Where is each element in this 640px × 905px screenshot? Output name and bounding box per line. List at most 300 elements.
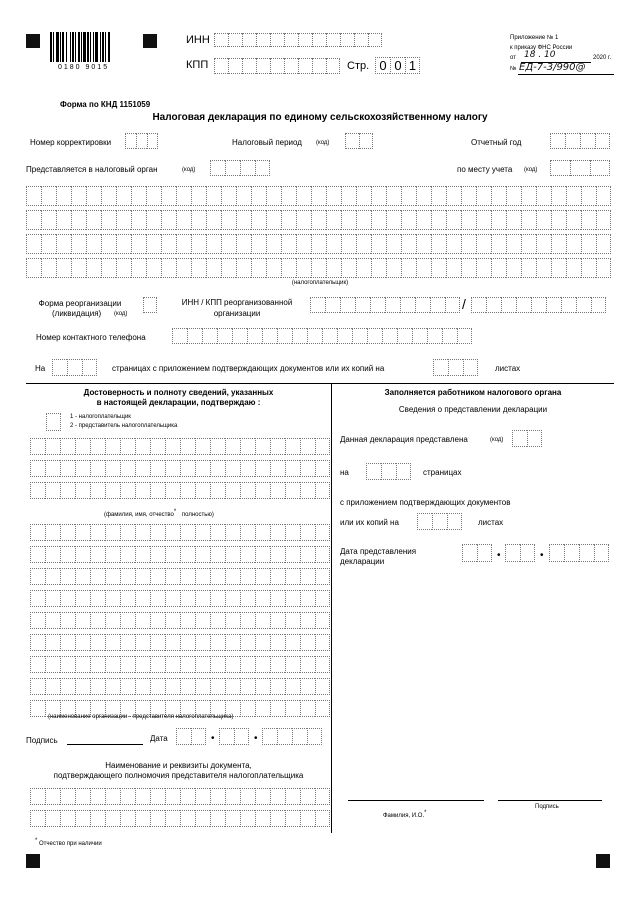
input-cell[interactable] xyxy=(311,186,326,206)
input-cell[interactable] xyxy=(298,58,312,74)
input-cell[interactable] xyxy=(300,590,315,607)
input-cell[interactable] xyxy=(116,258,131,278)
input-cell[interactable] xyxy=(463,359,478,376)
input-cell[interactable] xyxy=(581,186,596,206)
input-cell[interactable] xyxy=(180,788,195,805)
input-cell[interactable] xyxy=(431,234,446,254)
input-cell[interactable] xyxy=(255,678,270,695)
input-cell[interactable] xyxy=(165,460,180,477)
input-cell[interactable] xyxy=(60,634,75,651)
submission-day-field[interactable] xyxy=(462,544,492,562)
input-cell[interactable] xyxy=(315,810,330,827)
input-cell[interactable] xyxy=(135,438,150,455)
input-cell[interactable] xyxy=(381,463,396,480)
input-cell[interactable] xyxy=(576,297,591,313)
input-cell[interactable] xyxy=(210,634,225,651)
input-cell[interactable] xyxy=(416,258,431,278)
input-cell[interactable] xyxy=(298,33,312,47)
input-cell[interactable] xyxy=(400,297,415,313)
input-cell[interactable] xyxy=(135,460,150,477)
input-cell[interactable] xyxy=(195,460,210,477)
org-row[interactable] xyxy=(30,590,330,607)
input-cell[interactable] xyxy=(550,160,570,176)
input-cell[interactable] xyxy=(506,186,521,206)
input-cell[interactable] xyxy=(356,234,371,254)
input-cell[interactable] xyxy=(345,133,359,149)
input-cell[interactable] xyxy=(315,634,330,651)
input-cell[interactable] xyxy=(285,656,300,673)
input-cell[interactable] xyxy=(326,258,341,278)
input-cell[interactable] xyxy=(300,634,315,651)
input-cell[interactable] xyxy=(285,568,300,585)
input-cell[interactable] xyxy=(266,210,281,230)
input-cell[interactable] xyxy=(56,234,71,254)
input-cell[interactable] xyxy=(300,810,315,827)
input-cell[interactable] xyxy=(236,234,251,254)
input-cell[interactable] xyxy=(341,258,356,278)
input-cell[interactable] xyxy=(300,612,315,629)
input-cell[interactable] xyxy=(105,656,120,673)
input-cell[interactable] xyxy=(41,186,56,206)
input-cell[interactable] xyxy=(340,297,355,313)
input-cell[interactable] xyxy=(136,133,147,149)
input-cell[interactable] xyxy=(326,33,340,47)
input-cell[interactable] xyxy=(105,546,120,563)
input-cell[interactable] xyxy=(195,590,210,607)
input-cell[interactable] xyxy=(242,33,256,47)
input-cell[interactable] xyxy=(310,297,325,313)
input-cell[interactable] xyxy=(90,634,105,651)
input-cell[interactable] xyxy=(75,590,90,607)
input-cell[interactable] xyxy=(506,258,521,278)
input-cell[interactable] xyxy=(60,590,75,607)
input-cell[interactable] xyxy=(521,186,536,206)
input-cell[interactable] xyxy=(251,210,266,230)
input-cell[interactable] xyxy=(176,234,191,254)
input-cell[interactable] xyxy=(75,524,90,541)
input-cell[interactable] xyxy=(221,186,236,206)
input-cell[interactable] xyxy=(135,788,150,805)
input-cell[interactable] xyxy=(595,133,610,149)
input-cell[interactable] xyxy=(60,568,75,585)
input-cell[interactable] xyxy=(270,524,285,541)
input-cell[interactable] xyxy=(191,728,206,745)
input-cell[interactable] xyxy=(120,634,135,651)
taxpayer-row[interactable] xyxy=(26,186,611,206)
input-cell[interactable] xyxy=(90,656,105,673)
input-cell[interactable] xyxy=(300,524,315,541)
input-cell[interactable] xyxy=(195,612,210,629)
input-cell[interactable] xyxy=(30,460,45,477)
input-cell[interactable] xyxy=(240,524,255,541)
input-cell[interactable] xyxy=(281,234,296,254)
input-cell[interactable] xyxy=(30,546,45,563)
input-cell[interactable] xyxy=(285,482,300,499)
input-cell[interactable] xyxy=(165,590,180,607)
input-cell[interactable] xyxy=(536,210,551,230)
input-cell[interactable] xyxy=(180,656,195,673)
input-cell[interactable] xyxy=(146,234,161,254)
input-cell[interactable] xyxy=(270,788,285,805)
input-cell[interactable] xyxy=(270,568,285,585)
input-cell[interactable] xyxy=(315,482,330,499)
taxpayer-row[interactable] xyxy=(26,210,611,230)
org-row[interactable] xyxy=(30,568,330,585)
input-cell[interactable] xyxy=(447,513,462,530)
input-cell[interactable] xyxy=(561,297,576,313)
input-cell[interactable] xyxy=(221,258,236,278)
input-cell[interactable] xyxy=(551,210,566,230)
input-cell[interactable] xyxy=(150,788,165,805)
input-cell[interactable] xyxy=(228,58,242,74)
input-cell[interactable] xyxy=(270,590,285,607)
date-year-field[interactable] xyxy=(262,728,322,745)
input-cell[interactable] xyxy=(135,678,150,695)
input-cell[interactable] xyxy=(150,612,165,629)
input-cell[interactable] xyxy=(371,210,386,230)
input-cell[interactable] xyxy=(476,186,491,206)
input-cell[interactable] xyxy=(262,328,277,344)
input-cell[interactable] xyxy=(60,460,75,477)
input-cell[interactable] xyxy=(416,186,431,206)
input-cell[interactable] xyxy=(521,210,536,230)
input-cell[interactable] xyxy=(225,568,240,585)
input-cell[interactable] xyxy=(67,359,82,376)
kpp-field[interactable] xyxy=(214,58,340,74)
correction-field[interactable] xyxy=(125,133,158,149)
input-cell[interactable] xyxy=(520,544,535,562)
input-cell[interactable] xyxy=(491,186,506,206)
input-cell[interactable] xyxy=(300,788,315,805)
input-cell[interactable] xyxy=(210,460,225,477)
input-cell[interactable] xyxy=(120,788,135,805)
input-cell[interactable] xyxy=(359,133,373,149)
input-cell[interactable] xyxy=(135,568,150,585)
input-cell[interactable] xyxy=(191,258,206,278)
input-cell[interactable] xyxy=(146,186,161,206)
input-cell[interactable] xyxy=(401,234,416,254)
input-cell[interactable] xyxy=(120,568,135,585)
input-cell[interactable] xyxy=(396,463,411,480)
input-cell[interactable] xyxy=(86,186,101,206)
reorg-kpp-field[interactable] xyxy=(471,297,606,313)
input-cell[interactable] xyxy=(90,590,105,607)
date-day-field[interactable] xyxy=(176,728,206,745)
input-cell[interactable] xyxy=(232,328,247,344)
input-cell[interactable] xyxy=(71,186,86,206)
input-cell[interactable] xyxy=(176,210,191,230)
input-cell[interactable] xyxy=(56,258,71,278)
employee-fio-line[interactable] xyxy=(348,800,484,801)
input-cell[interactable] xyxy=(225,590,240,607)
input-cell[interactable] xyxy=(90,524,105,541)
input-cell[interactable] xyxy=(195,438,210,455)
input-cell[interactable] xyxy=(90,438,105,455)
input-cell[interactable] xyxy=(150,656,165,673)
input-cell[interactable] xyxy=(551,234,566,254)
input-cell[interactable] xyxy=(427,328,442,344)
org-row[interactable] xyxy=(30,656,330,673)
input-cell[interactable] xyxy=(206,186,221,206)
input-cell[interactable] xyxy=(255,612,270,629)
input-cell[interactable] xyxy=(195,810,210,827)
input-cell[interactable] xyxy=(315,656,330,673)
input-cell[interactable] xyxy=(150,678,165,695)
input-cell[interactable] xyxy=(210,612,225,629)
input-cell[interactable] xyxy=(45,460,60,477)
input-cell[interactable] xyxy=(187,328,202,344)
input-cell[interactable] xyxy=(225,612,240,629)
input-cell[interactable] xyxy=(45,438,60,455)
input-cell[interactable] xyxy=(266,258,281,278)
input-cell[interactable] xyxy=(505,544,520,562)
input-cell[interactable] xyxy=(476,258,491,278)
input-cell[interactable] xyxy=(549,544,564,562)
input-cell[interactable] xyxy=(446,258,461,278)
input-cell[interactable] xyxy=(105,524,120,541)
input-cell[interactable] xyxy=(270,482,285,499)
input-cell[interactable] xyxy=(445,297,460,313)
input-cell[interactable] xyxy=(135,524,150,541)
input-cell[interactable] xyxy=(105,788,120,805)
input-cell[interactable] xyxy=(457,328,472,344)
input-cell[interactable] xyxy=(315,546,330,563)
input-cell[interactable] xyxy=(277,328,292,344)
input-cell[interactable] xyxy=(150,568,165,585)
input-cell[interactable] xyxy=(165,568,180,585)
organ-field[interactable] xyxy=(210,160,270,176)
input-cell[interactable] xyxy=(401,258,416,278)
input-cell[interactable] xyxy=(161,210,176,230)
input-cell[interactable] xyxy=(165,438,180,455)
input-cell[interactable] xyxy=(86,210,101,230)
input-cell[interactable] xyxy=(430,297,445,313)
taxpayer-row[interactable] xyxy=(26,258,611,278)
input-cell[interactable] xyxy=(180,524,195,541)
input-cell[interactable] xyxy=(176,258,191,278)
input-cell[interactable] xyxy=(150,546,165,563)
input-cell[interactable] xyxy=(45,612,60,629)
input-cell[interactable] xyxy=(116,210,131,230)
input-cell[interactable] xyxy=(120,656,135,673)
input-cell[interactable] xyxy=(236,210,251,230)
input-cell[interactable] xyxy=(240,656,255,673)
input-cell[interactable] xyxy=(135,482,150,499)
input-cell[interactable] xyxy=(385,297,400,313)
input-cell[interactable] xyxy=(579,544,594,562)
input-cell[interactable] xyxy=(446,186,461,206)
input-cell[interactable] xyxy=(210,568,225,585)
input-cell[interactable] xyxy=(546,297,561,313)
input-cell[interactable] xyxy=(300,678,315,695)
input-cell[interactable] xyxy=(30,482,45,499)
input-cell[interactable] xyxy=(255,524,270,541)
input-cell[interactable] xyxy=(386,186,401,206)
input-cell[interactable] xyxy=(417,513,432,530)
input-cell[interactable] xyxy=(570,160,590,176)
input-cell[interactable] xyxy=(270,612,285,629)
input-cell[interactable] xyxy=(210,590,225,607)
input-cell[interactable] xyxy=(195,678,210,695)
input-cell[interactable] xyxy=(120,590,135,607)
input-cell[interactable] xyxy=(120,438,135,455)
phone-field[interactable] xyxy=(172,328,472,344)
input-cell[interactable] xyxy=(550,133,565,149)
signer-type-field[interactable] xyxy=(46,413,61,431)
input-cell[interactable] xyxy=(356,186,371,206)
input-cell[interactable] xyxy=(527,430,542,447)
input-cell[interactable] xyxy=(471,297,486,313)
input-cell[interactable] xyxy=(30,612,45,629)
input-cell[interactable] xyxy=(225,634,240,651)
input-cell[interactable] xyxy=(75,546,90,563)
input-cell[interactable] xyxy=(285,590,300,607)
input-cell[interactable] xyxy=(240,460,255,477)
input-cell[interactable] xyxy=(71,258,86,278)
input-cell[interactable] xyxy=(415,297,430,313)
input-cell[interactable] xyxy=(262,728,277,745)
input-cell[interactable] xyxy=(75,678,90,695)
input-cell[interactable] xyxy=(180,810,195,827)
input-cell[interactable] xyxy=(210,656,225,673)
input-cell[interactable] xyxy=(191,186,206,206)
input-cell[interactable] xyxy=(236,258,251,278)
input-cell[interactable] xyxy=(30,634,45,651)
input-cell[interactable] xyxy=(101,210,116,230)
input-cell[interactable] xyxy=(105,438,120,455)
input-cell[interactable] xyxy=(180,482,195,499)
org-row[interactable] xyxy=(30,524,330,541)
input-cell[interactable] xyxy=(101,234,116,254)
input-cell[interactable] xyxy=(285,788,300,805)
input-cell[interactable] xyxy=(251,258,266,278)
input-cell[interactable] xyxy=(240,788,255,805)
input-cell[interactable] xyxy=(255,788,270,805)
input-cell[interactable] xyxy=(397,328,412,344)
input-cell[interactable] xyxy=(45,590,60,607)
input-cell[interactable] xyxy=(225,482,240,499)
input-cell[interactable] xyxy=(30,678,45,695)
input-cell[interactable] xyxy=(356,210,371,230)
input-cell[interactable] xyxy=(401,186,416,206)
input-cell[interactable] xyxy=(352,328,367,344)
input-cell[interactable] xyxy=(41,234,56,254)
input-cell[interactable] xyxy=(60,546,75,563)
input-cell[interactable] xyxy=(45,678,60,695)
input-cell[interactable] xyxy=(60,612,75,629)
input-cell[interactable] xyxy=(270,700,285,717)
input-cell[interactable] xyxy=(41,258,56,278)
submission-month-field[interactable] xyxy=(505,544,535,562)
input-cell[interactable] xyxy=(60,678,75,695)
org-row[interactable] xyxy=(30,546,330,563)
input-cell[interactable] xyxy=(131,234,146,254)
input-cell[interactable] xyxy=(228,33,242,47)
input-cell[interactable] xyxy=(135,810,150,827)
input-cell[interactable] xyxy=(210,546,225,563)
input-cell[interactable] xyxy=(431,210,446,230)
input-cell[interactable] xyxy=(206,210,221,230)
input-cell[interactable] xyxy=(105,634,120,651)
input-cell[interactable] xyxy=(590,160,610,176)
input-cell[interactable] xyxy=(580,133,595,149)
input-cell[interactable] xyxy=(90,678,105,695)
input-cell[interactable] xyxy=(120,524,135,541)
input-cell[interactable] xyxy=(461,186,476,206)
input-cell[interactable] xyxy=(476,210,491,230)
input-cell[interactable] xyxy=(116,234,131,254)
sheets-field[interactable] xyxy=(433,359,478,376)
input-cell[interactable] xyxy=(30,590,45,607)
input-cell[interactable] xyxy=(371,186,386,206)
org-row[interactable] xyxy=(30,634,330,651)
input-cell[interactable] xyxy=(386,258,401,278)
input-cell[interactable] xyxy=(45,788,60,805)
input-cell[interactable] xyxy=(26,210,41,230)
input-cell[interactable] xyxy=(596,210,611,230)
input-cell[interactable] xyxy=(26,258,41,278)
input-cell[interactable] xyxy=(581,258,596,278)
input-cell[interactable] xyxy=(285,810,300,827)
input-cell[interactable] xyxy=(431,258,446,278)
input-cell[interactable] xyxy=(461,210,476,230)
input-cell[interactable] xyxy=(382,328,397,344)
input-cell[interactable] xyxy=(225,438,240,455)
input-cell[interactable] xyxy=(150,634,165,651)
input-cell[interactable] xyxy=(30,656,45,673)
input-cell[interactable] xyxy=(206,234,221,254)
input-cell[interactable] xyxy=(225,656,240,673)
input-cell[interactable] xyxy=(120,810,135,827)
input-cell[interactable] xyxy=(477,544,492,562)
input-cell[interactable] xyxy=(315,788,330,805)
input-cell[interactable] xyxy=(284,58,298,74)
input-cell[interactable] xyxy=(90,460,105,477)
input-cell[interactable] xyxy=(322,328,337,344)
input-cell[interactable] xyxy=(131,186,146,206)
input-cell[interactable] xyxy=(90,482,105,499)
input-cell[interactable] xyxy=(195,546,210,563)
input-cell[interactable] xyxy=(236,186,251,206)
input-cell[interactable] xyxy=(516,297,531,313)
input-cell[interactable] xyxy=(45,546,60,563)
input-cell[interactable] xyxy=(165,656,180,673)
input-cell[interactable] xyxy=(210,482,225,499)
input-cell[interactable] xyxy=(255,634,270,651)
input-cell[interactable] xyxy=(270,656,285,673)
input-cell[interactable] xyxy=(315,524,330,541)
input-cell[interactable] xyxy=(45,482,60,499)
input-cell[interactable] xyxy=(315,438,330,455)
input-cell[interactable] xyxy=(281,210,296,230)
input-cell[interactable] xyxy=(165,612,180,629)
right-pages-field[interactable] xyxy=(366,463,411,480)
input-cell[interactable] xyxy=(225,160,240,176)
input-cell[interactable] xyxy=(180,678,195,695)
input-cell[interactable] xyxy=(255,160,270,176)
input-cell[interactable] xyxy=(307,728,322,745)
input-cell[interactable] xyxy=(41,210,56,230)
input-cell[interactable] xyxy=(120,546,135,563)
input-cell[interactable] xyxy=(296,186,311,206)
input-cell[interactable] xyxy=(161,258,176,278)
input-cell[interactable] xyxy=(75,568,90,585)
input-cell[interactable] xyxy=(165,678,180,695)
input-cell[interactable] xyxy=(341,234,356,254)
input-cell[interactable] xyxy=(30,524,45,541)
input-cell[interactable] xyxy=(300,700,315,717)
pages-field[interactable] xyxy=(52,359,97,376)
